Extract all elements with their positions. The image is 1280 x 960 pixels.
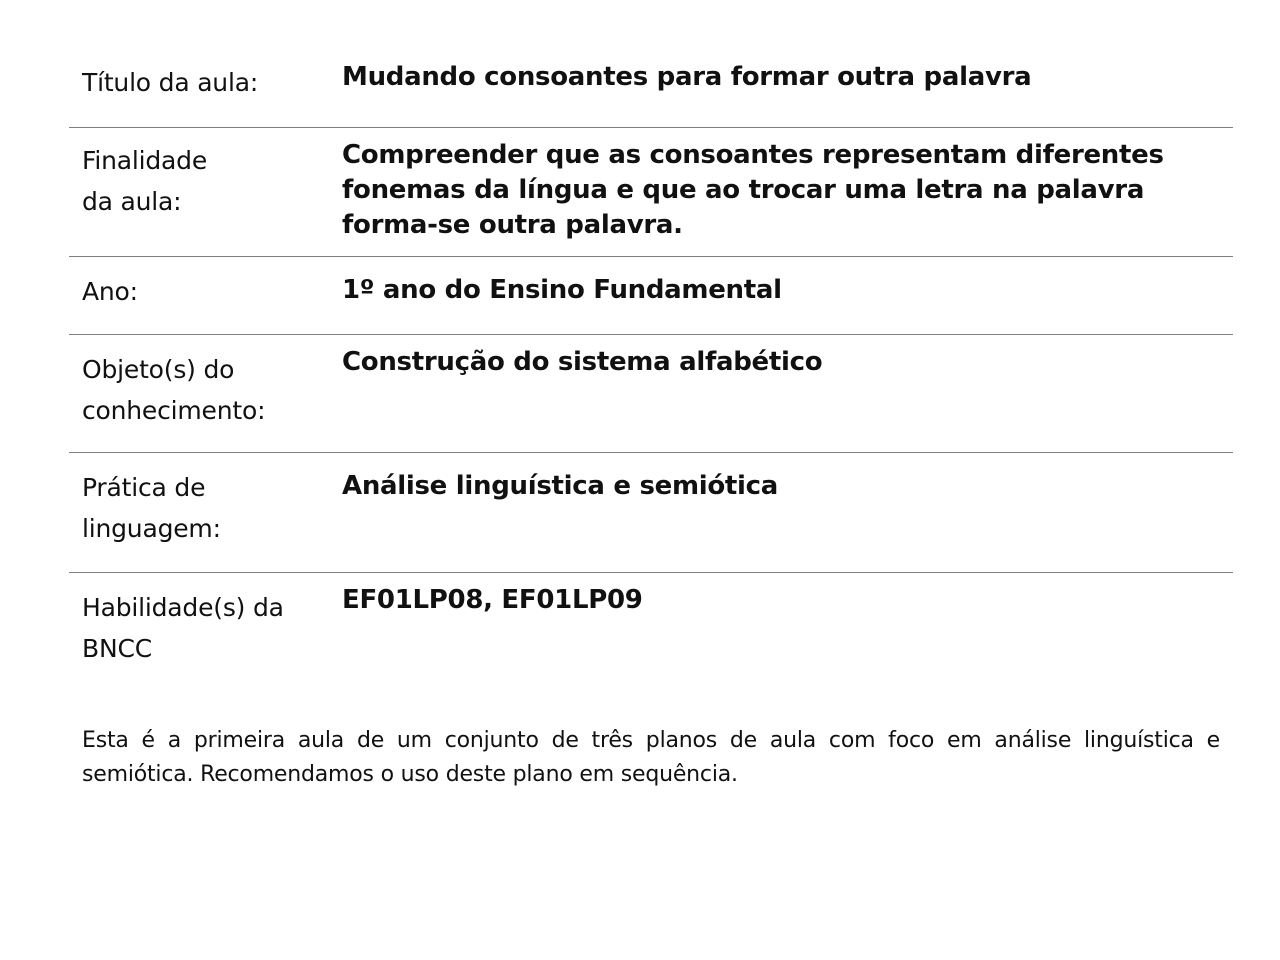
row-label <box>69 128 342 222</box>
row-label-line: conhecimento: <box>82 396 266 425</box>
row-value: EF01LP08, EF01LP09 <box>342 585 643 615</box>
row-bncc-skills <box>69 573 1233 671</box>
row-knowledge-objects <box>69 335 1233 453</box>
row-label: Título da aula: <box>82 68 259 97</box>
row-label-line: Objeto(s) do <box>82 355 235 384</box>
row-label-line: Prática de <box>82 473 206 502</box>
row-value: 1º ano do Ensino Fundamental <box>342 275 782 305</box>
row-label-line: Habilidade(s) da <box>82 593 284 622</box>
row-value: Construção do sistema alfabético <box>342 347 823 377</box>
row-value: Compreender que as consoantes representam diferentes fonemas da língua e que ao trocar uma letra na palavra forma-se outra palavra. <box>342 140 1164 240</box>
row-year <box>69 257 1233 335</box>
row-label-line: da aula: <box>82 187 182 216</box>
row-label-line: linguagem: <box>82 514 221 543</box>
lesson-note: Esta é a primeira aula de um conjunto de três planos de aula com foco em análise linguística e semiótica. Recomendamos o uso deste plano em sequência. <box>82 728 1220 787</box>
row-label <box>69 573 342 669</box>
row-label: Ano: <box>82 277 138 306</box>
row-label <box>69 453 342 549</box>
row-language-practice <box>69 453 1233 573</box>
lesson-info-table <box>69 50 1233 671</box>
row-lesson-title <box>69 50 1233 128</box>
row-value: Análise linguística e semiótica <box>342 471 779 501</box>
row-label-line: BNCC <box>82 634 152 663</box>
row-label-line: Finalidade <box>82 146 208 175</box>
row-value: Mudando consoantes para formar outra palavra <box>342 62 1032 92</box>
row-label <box>69 335 342 431</box>
row-lesson-purpose <box>69 128 1233 257</box>
